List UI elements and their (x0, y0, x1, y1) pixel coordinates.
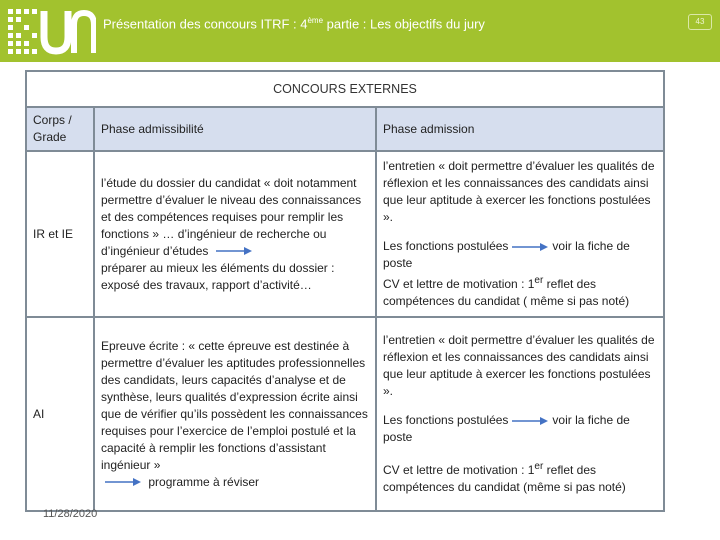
corps-cell: IR et IE (26, 151, 94, 317)
admissibilite-cell (94, 317, 376, 511)
column-header-corps: Corps / Grade (26, 107, 94, 151)
slide-date: 11/28/2020 (43, 508, 98, 520)
admissibilite-after-arrow: préparer au mieux les éléments du dossier : exposé des travaux, rapport d’activité… (101, 260, 335, 292)
admission-text: l’entretien « doit permettre d’évaluer les qualités de réflexion et les connaissances des candidats ainsi que leur aptitude à exercer les fonctions postulées ». (383, 159, 655, 224)
slide-header (0, 0, 720, 62)
admissibilite-text: l’étude du dossier du candidat « doit notamment permettre d’évaluer le niveau des connaissances et des compétences requises pour remplir les fonctions » … d’ingénieur de recherche ou d’ingénieur d’études (101, 175, 362, 258)
admissibilite-after-arrow: programme à réviser (148, 474, 260, 489)
admissibilite-text: Epreuve écrite : « cette épreuve est destinée à permettre d’évaluer les aptitudes professionnelles des candidats, leurs capacités d’analyse et de synthèse, leurs qualités d’expression écrite ainsi que de vérifier qu’ils possèdent les connaissances requises pour l’exercice de l’emploi postulé et la capacité à remplir les fonctions d’assistant ingénieur » (101, 338, 368, 472)
admissibilite-cell (94, 151, 376, 317)
table-row (26, 317, 664, 511)
admission-fonctions-line: Les fonctions postulées voir la fiche de poste (383, 413, 630, 444)
column-header-admission: Phase admission (376, 107, 664, 151)
admission-cell (376, 151, 664, 317)
admission-fonctions-line: Les fonctions postulées voir la fiche de poste (383, 239, 630, 270)
table-caption: CONCOURS EXTERNES (26, 71, 664, 107)
concours-table (25, 70, 665, 512)
arrow-right-icon (512, 242, 548, 252)
column-header-admissibilite: Phase admissibilité (94, 107, 376, 151)
slide-number: 43 (688, 14, 712, 30)
arrow-right-icon (105, 477, 141, 487)
admission-cv-line: CV et lettre de motivation : 1er reflet des compétences du candidat ( même si pas noté) (383, 275, 630, 308)
arrow-right-icon (512, 416, 548, 426)
table-row (26, 151, 664, 317)
table-header-row (26, 107, 664, 151)
admission-text: l’entretien « doit permettre d’évaluer les qualités de réflexion et les connaissances des candidats ainsi que leur aptitude à exercer les fonctions postulées ». (383, 333, 655, 398)
slide-title: Présentation des concours ITRF : 4ème partie : Les objectifs du jury (103, 16, 485, 32)
corps-cell: AI (26, 317, 94, 511)
arrow-right-icon (216, 246, 252, 256)
admission-cell (376, 317, 664, 511)
university-logo-icon (6, 3, 96, 59)
admission-cv-line: CV et lettre de motivation : 1er reflet des compétences du candidat (même si pas noté) (383, 461, 626, 494)
